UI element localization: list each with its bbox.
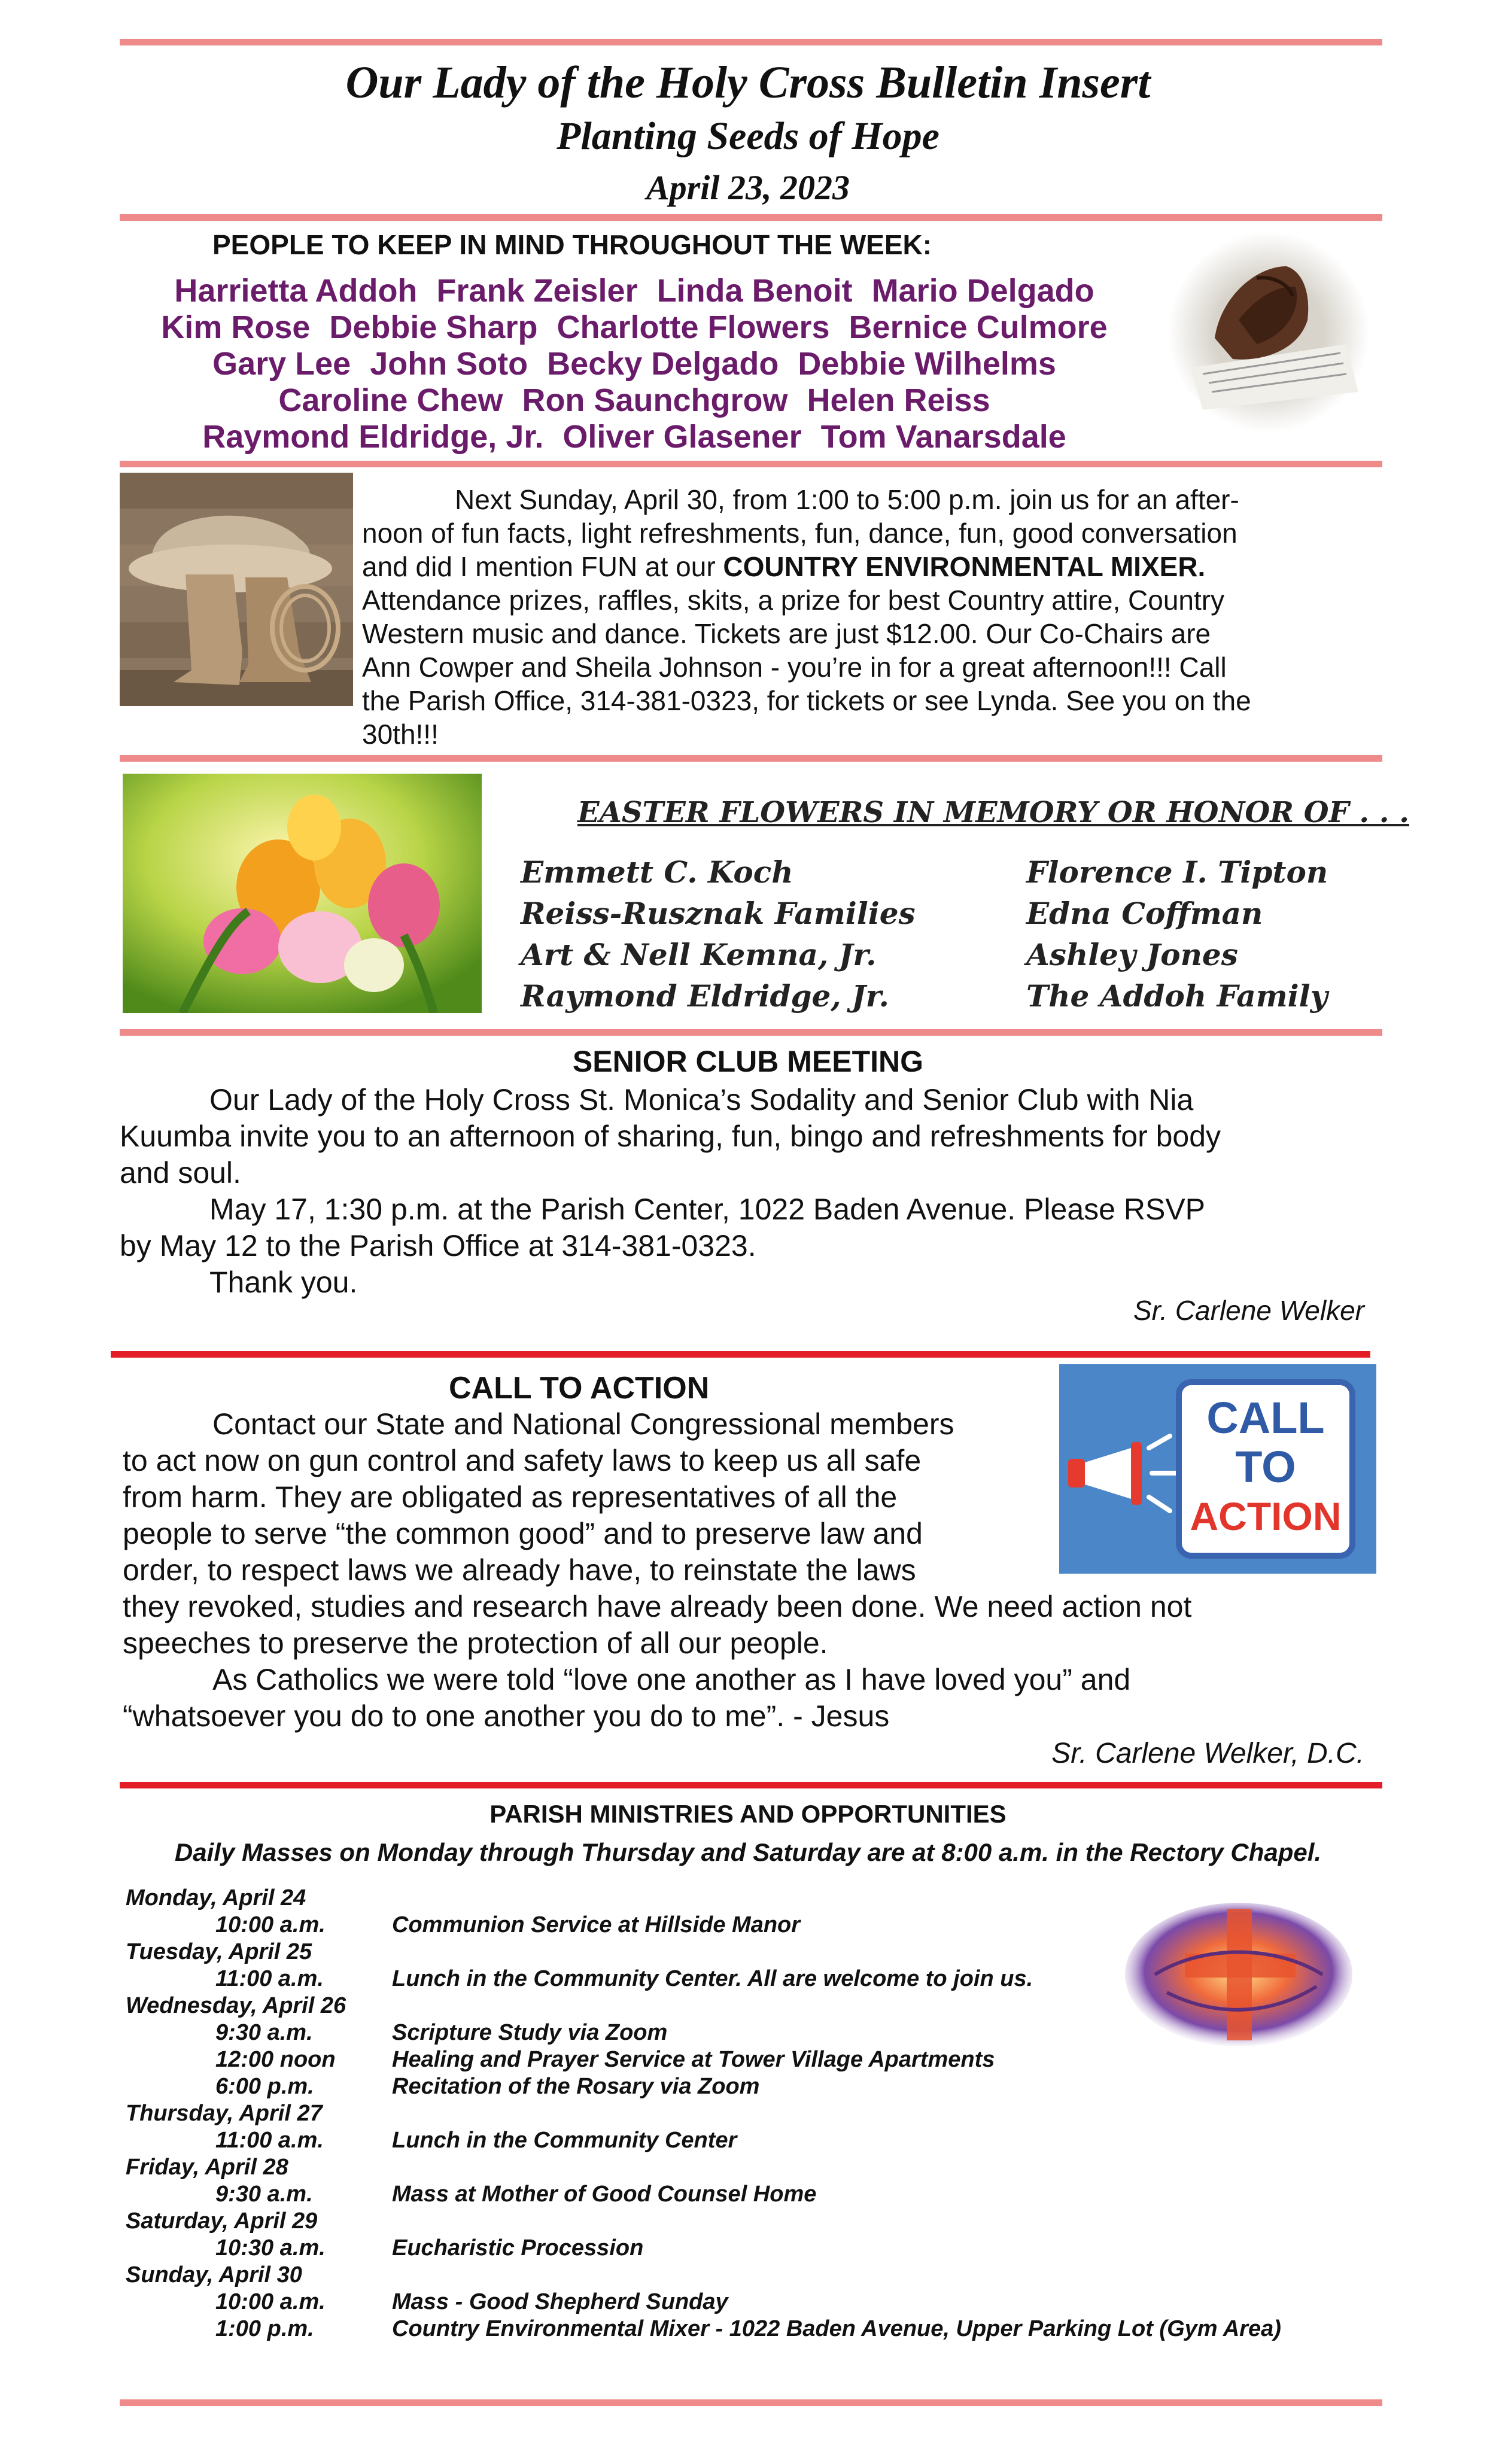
praying-hands-image: [1167, 230, 1370, 434]
person-name: Becky Delgado: [547, 346, 779, 382]
schedule-time: 1:00 p.m.: [215, 2316, 314, 2341]
schedule-event: Recitation of the Rosary via Zoom: [392, 2074, 760, 2099]
action-line: “whatsoever you do to one another you do to me”. - Jesus: [123, 1699, 890, 1733]
senior-line: and soul.: [120, 1156, 241, 1190]
badge-line-to: TO: [1235, 1442, 1296, 1492]
action-divider: [120, 1782, 1382, 1788]
action-line: order, to respect laws we already have, to reinstate the laws: [123, 1553, 916, 1587]
mixer-line: Next Sunday, April 30, from 1:00 to 5:00 p.m. join us for an after-: [455, 484, 1239, 515]
ministries-heading: PARISH MINISTRIES AND OPPORTUNITIES: [489, 1800, 1007, 1828]
schedule-day: Tuesday, April 25: [126, 1939, 312, 1964]
bulletin-title: Our Lady of the Holy Cross Bulletin Insert: [345, 57, 1151, 108]
action-line: to act now on gun control and safety laws to keep us all safe: [123, 1444, 922, 1477]
schedule-time: 10:30 a.m.: [215, 2235, 326, 2261]
mixer-line: Ann Cowper and Sheila Johnson - you’re in for a great afternoon!!! Call: [362, 652, 1227, 683]
action-line: people to serve “the common good” and to preserve law and: [123, 1517, 923, 1550]
bottom-divider: [120, 2399, 1382, 2406]
names-line: [108, 272, 1161, 309]
people-heading: PEOPLE TO KEEP IN MIND THROUGHOUT THE WEEK:: [212, 229, 932, 260]
schedule-event: Communion Service at Hillside Manor: [392, 1912, 801, 1937]
schedule-day: Saturday, April 29: [126, 2209, 318, 2234]
people-divider: [120, 461, 1382, 467]
person-name: Harrietta Addoh: [174, 273, 418, 309]
schedule-day: Friday, April 28: [126, 2155, 288, 2180]
easter-honoree: Edna Coffman: [1026, 896, 1263, 931]
mixer-line: Western music and dance. Tickets are just $12.00. Our Co-Chairs are: [362, 618, 1211, 649]
call-to-action-badge: [1176, 1379, 1355, 1559]
badge-line-call: CALL: [1206, 1393, 1325, 1443]
names-line: [108, 382, 1161, 419]
senior-signature: Sr. Carlene Welker: [1133, 1295, 1364, 1326]
person-name: Helen Reiss: [807, 382, 990, 418]
person-name: Linda Benoit: [656, 273, 853, 309]
cross-image: [1119, 1897, 1358, 2052]
schedule-day: Wednesday, April 26: [126, 1993, 346, 2018]
person-name: Debbie Wilhelms: [798, 346, 1056, 382]
senior-line: Thank you.: [209, 1266, 358, 1299]
schedule-event: Country Environmental Mixer - 1022 Baden Avenue, Upper Parking Lot (Gym Area): [392, 2316, 1281, 2341]
action-line: As Catholics we were told “love one another as I have loved you” and: [212, 1663, 1131, 1696]
person-name: Caroline Chew: [278, 382, 503, 418]
schedule-event: Eucharistic Procession: [392, 2235, 644, 2261]
schedule-day: Sunday, April 30: [126, 2262, 302, 2287]
bulletin-date: April 23, 2023: [646, 168, 850, 207]
mixer-line: noon of fun facts, light refreshments, fun, dance, fun, good conversation: [362, 518, 1237, 549]
schedule-event: Healing and Prayer Service at Tower Village Apartments: [392, 2047, 995, 2072]
top-divider: [120, 39, 1382, 45]
megaphone-icon: [1068, 1436, 1176, 1511]
schedule-day: Monday, April 24: [126, 1885, 306, 1911]
mixer-event-name: COUNTRY ENVIRONMENTAL MIXER.: [723, 551, 1206, 582]
schedule-event: Mass at Mother of Good Counsel Home: [392, 2182, 817, 2207]
senior-line: May 17, 1:30 p.m. at the Parish Center, 1022 Baden Avenue. Please RSVP: [209, 1193, 1206, 1226]
action-line: they revoked, studies and research have already been done. We need action not: [123, 1590, 1192, 1623]
schedule-time: 12:00 noon: [215, 2047, 336, 2072]
senior-heading: SENIOR CLUB MEETING: [572, 1045, 924, 1078]
daily-masses-note: Daily Masses on Monday through Thursday and Saturday are at 8:00 a.m. in the Rectory Chapel.: [174, 1838, 1322, 1866]
schedule-time: 6:00 p.m.: [215, 2074, 314, 2099]
cowboy-boots-image: [120, 473, 353, 706]
person-name: Debbie Sharp: [329, 309, 538, 345]
mixer-line-text: and did I mention FUN at our: [362, 551, 723, 582]
person-name: Oliver Glasener: [562, 419, 802, 455]
schedule-time: 9:30 a.m.: [215, 2020, 313, 2045]
schedule-time: 11:00 a.m.: [215, 1966, 324, 1991]
schedule-event: Mass - Good Shepherd Sunday: [392, 2289, 728, 2314]
action-signature: Sr. Carlene Welker, D.C.: [1051, 1738, 1364, 1769]
senior-line: by May 12 to the Parish Office at 314-381-0323.: [120, 1229, 756, 1263]
schedule-time: 9:30 a.m.: [215, 2182, 313, 2207]
senior-line: Kuumba invite you to an afternoon of sharing, fun, bingo and refreshments for body: [120, 1120, 1221, 1153]
schedule-event: Scripture Study via Zoom: [392, 2020, 668, 2045]
easter-divider: [120, 1029, 1382, 1036]
bulletin-subtitle: Planting Seeds of Hope: [557, 114, 939, 158]
action-line: from harm. They are obligated as representatives of all the: [123, 1480, 898, 1514]
person-name: Ron Saunchgrow: [522, 382, 788, 418]
names-line: [108, 309, 1161, 346]
person-name: Kim Rose: [161, 309, 311, 345]
easter-honoree: The Addoh Family: [1026, 978, 1328, 1014]
schedule-day: Thursday, April 27: [126, 2101, 323, 2126]
easter-flowers-image: [123, 774, 482, 1013]
person-name: Frank Zeisler: [436, 273, 638, 309]
person-name: Bernice Culmore: [849, 309, 1108, 345]
schedule-event: Lunch in the Community Center. All are welcome to join us.: [392, 1966, 1033, 1991]
senior-line: Our Lady of the Holy Cross St. Monica’s Sodality and Senior Club with Nia: [209, 1083, 1194, 1117]
mixer-line: Attendance prizes, raffles, skits, a prize for best Country attire, Country: [362, 585, 1225, 616]
easter-honoree: Art & Nell Kemna, Jr.: [521, 937, 877, 972]
person-name: Gary Lee: [212, 346, 351, 382]
names-line: [108, 345, 1161, 382]
mixer-line: [362, 549, 1205, 585]
easter-honoree: Florence I. Tipton: [1026, 854, 1328, 890]
senior-divider: [111, 1351, 1370, 1358]
easter-honoree: Raymond Eldridge, Jr.: [521, 978, 889, 1014]
header-divider: [120, 214, 1382, 221]
schedule-event: Lunch in the Community Center: [392, 2128, 737, 2153]
easter-honoree: Ashley Jones: [1026, 937, 1238, 972]
person-name: Raymond Eldridge, Jr.: [202, 419, 544, 455]
schedule-time: 10:00 a.m.: [215, 1912, 326, 1937]
person-name: John Soto: [370, 346, 528, 382]
names-line: [108, 418, 1161, 455]
easter-heading: EASTER FLOWERS IN MEMORY OR HONOR OF . . .: [577, 796, 1409, 829]
mixer-line: the Parish Office, 314-381-0323, for tickets or see Lynda. See you on the: [362, 685, 1251, 716]
call-to-action-graphic: [1059, 1364, 1376, 1574]
badge-line-action: ACTION: [1190, 1494, 1342, 1538]
action-heading: CALL TO ACTION: [449, 1371, 710, 1406]
person-name: Mario Delgado: [871, 273, 1094, 309]
easter-honoree: Reiss-Rusznak Families: [521, 896, 916, 931]
person-name: Charlotte Flowers: [557, 309, 830, 345]
action-line: Contact our State and National Congressional members: [212, 1407, 954, 1441]
person-name: Tom Vanarsdale: [820, 419, 1066, 455]
schedule-time: 11:00 a.m.: [215, 2128, 324, 2153]
action-line: speeches to preserve the protection of all our people.: [123, 1626, 828, 1660]
mixer-line: 30th!!!: [362, 719, 439, 750]
mixer-divider: [120, 755, 1382, 762]
easter-honoree: Emmett C. Koch: [521, 854, 793, 890]
schedule-time: 10:00 a.m.: [215, 2289, 326, 2314]
